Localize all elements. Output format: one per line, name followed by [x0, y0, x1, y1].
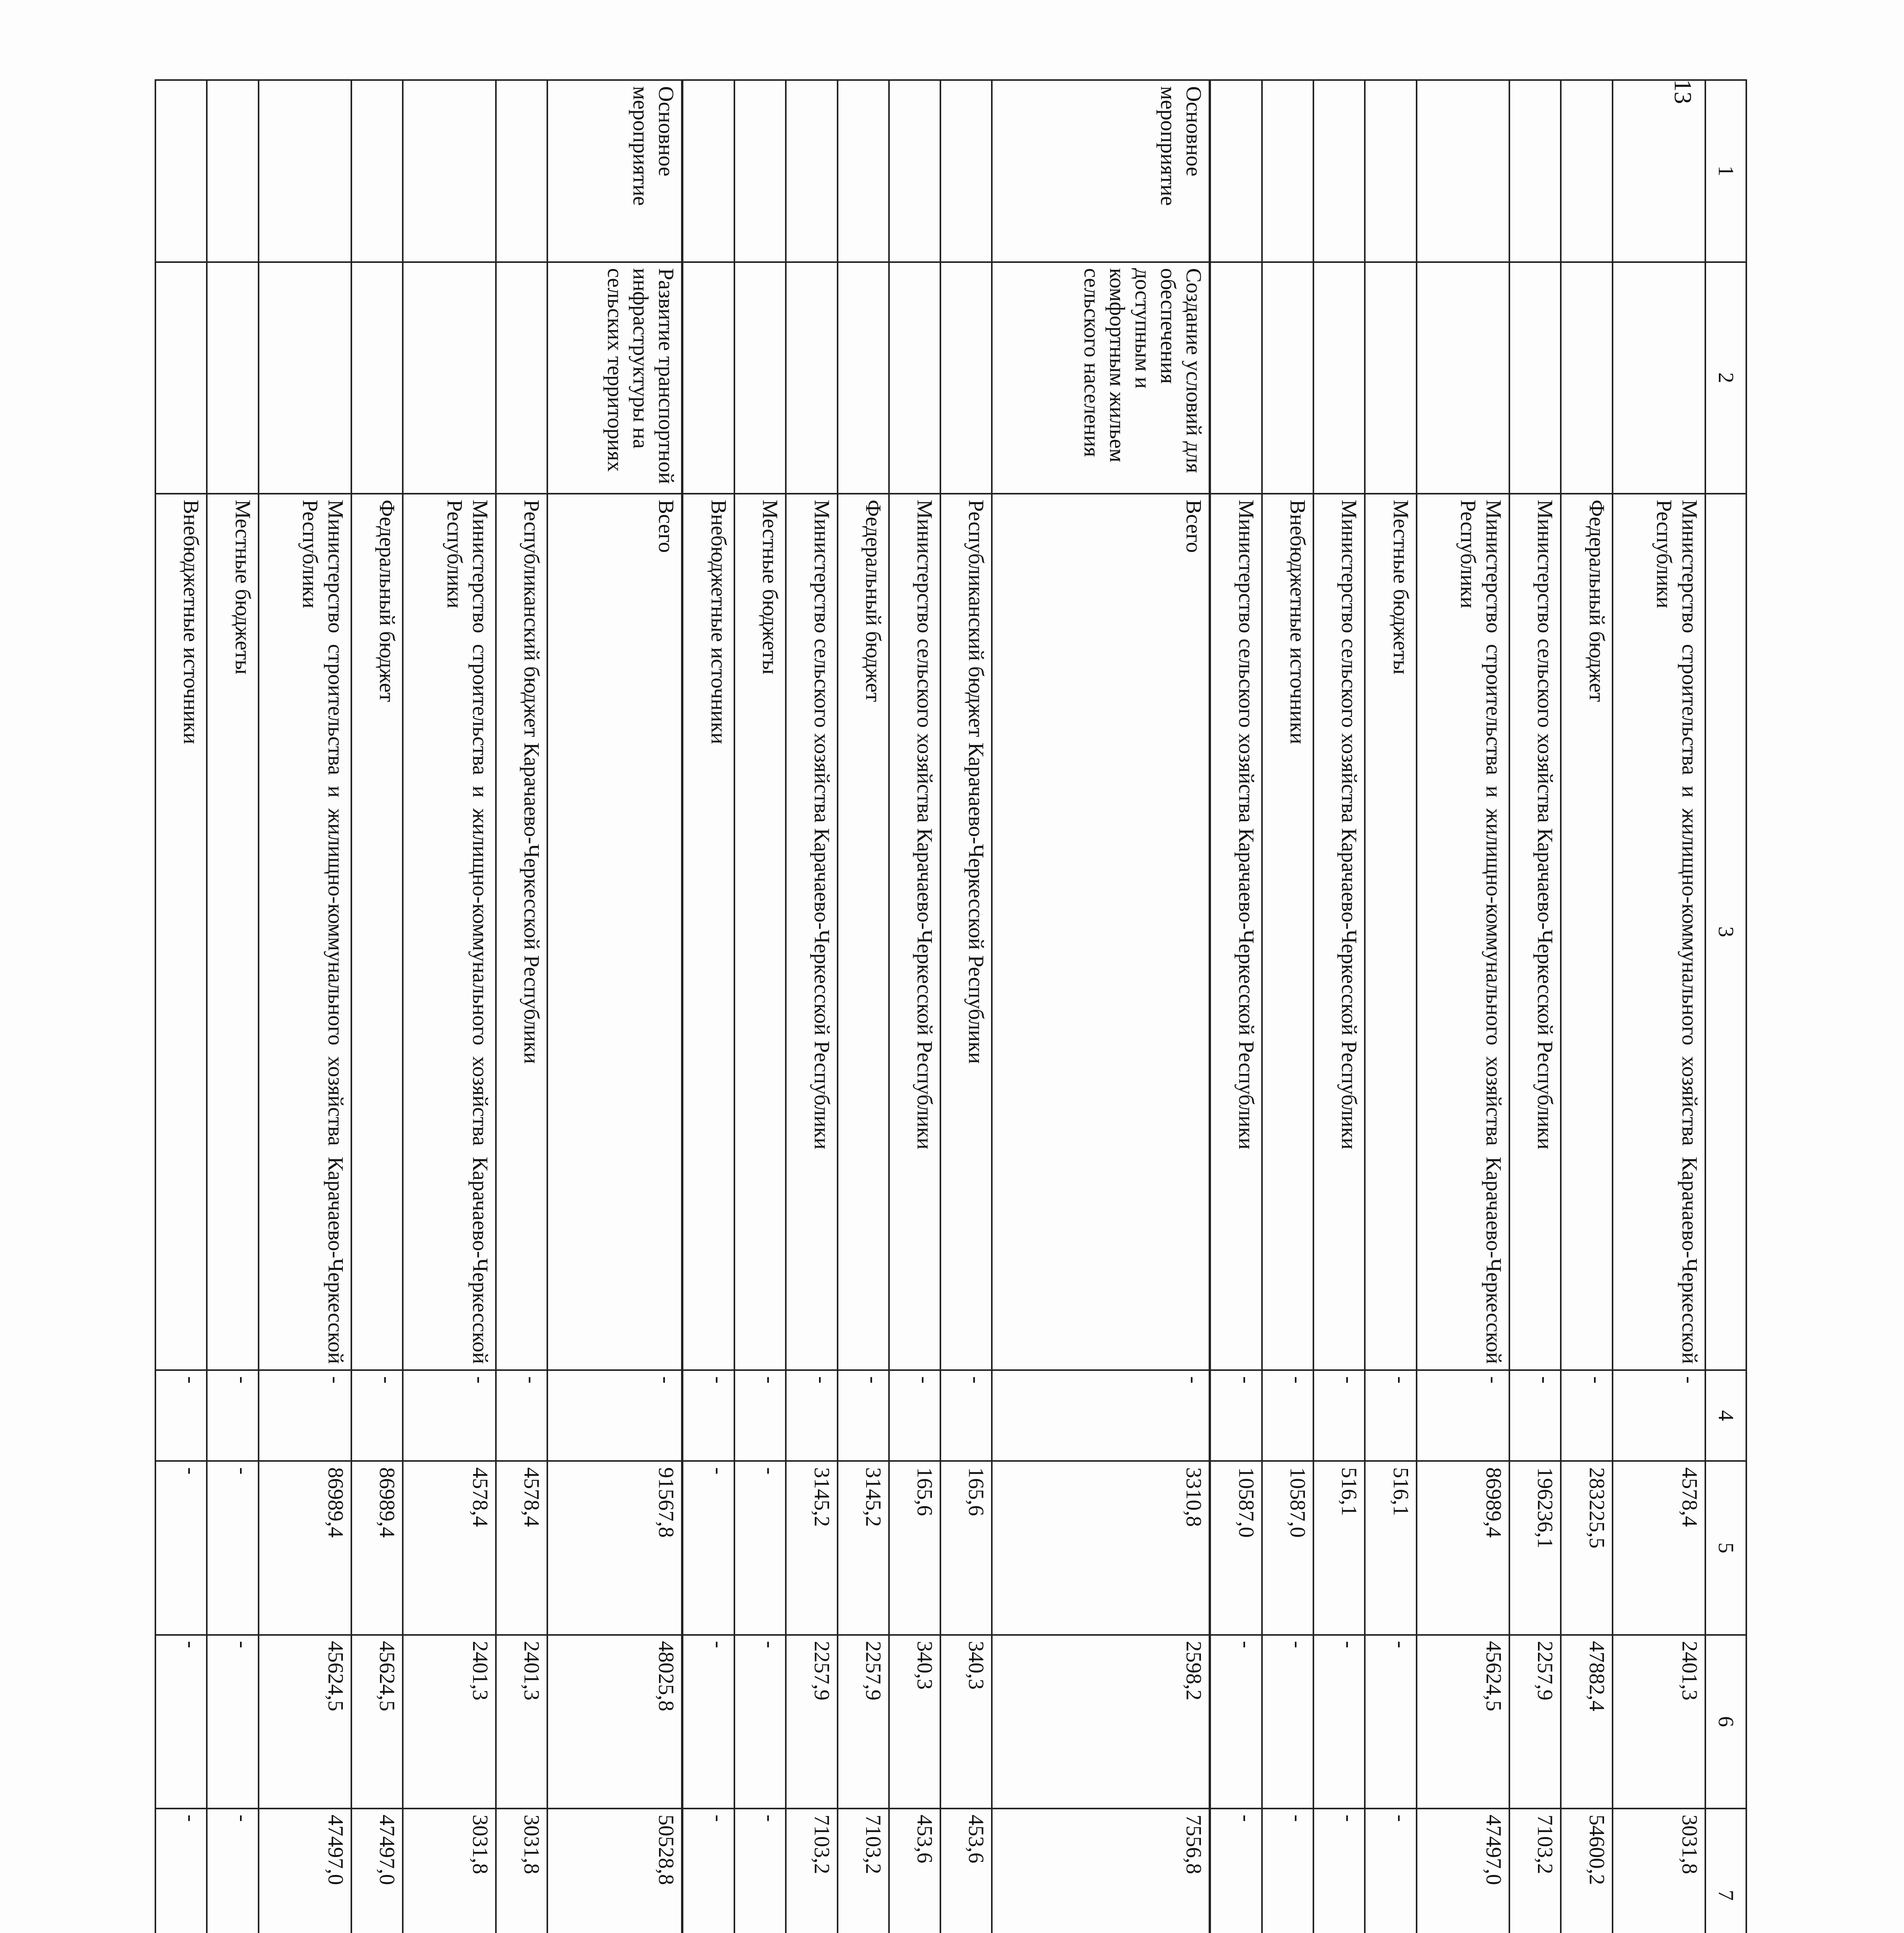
table-cell-col3: Республиканский бюджет Карачаево-Черкесской Республики: [940, 494, 992, 1370]
table-cell-col5: 283225,5: [1561, 1461, 1612, 1635]
rotated-table-wrapper: [155, 79, 1747, 1933]
table-cell-col5: 91567,8: [547, 1461, 682, 1635]
table-cell-col6: -: [1313, 1635, 1365, 1809]
table-cell-col4: -: [1509, 1370, 1561, 1461]
table-cell-col4: -: [734, 1370, 786, 1461]
table-row: [734, 80, 786, 1933]
table-row: [351, 80, 403, 1933]
table-cell-col1: [496, 80, 547, 262]
table-cell-col2: [1365, 262, 1416, 494]
table-row: [786, 80, 837, 1933]
table-row: [1210, 80, 1262, 1933]
table-cell-col6: -: [1210, 1635, 1262, 1809]
column-header: 1: [1705, 80, 1746, 262]
table-cell-col1: [889, 80, 940, 262]
table-cell-col4: -: [992, 1370, 1210, 1461]
table-cell-col2: Развитие транспортной инфраструктуры на сельских территориях: [547, 262, 682, 494]
table-cell-col7: 7103,2: [786, 1809, 837, 1933]
table-cell-col6: -: [734, 1635, 786, 1809]
table-cell-col7: 7103,2: [1509, 1809, 1561, 1933]
table-cell-col7: 3031,8: [496, 1809, 547, 1933]
table-header-row: [1705, 80, 1746, 1933]
column-header: 6: [1705, 1635, 1746, 1809]
column-header: 7: [1705, 1809, 1746, 1933]
table-cell-col5: 4578,4: [1613, 1461, 1705, 1635]
table-cell-col1: [838, 80, 889, 262]
table-cell-col1: [155, 80, 207, 262]
table-cell-col5: 10587,0: [1210, 1461, 1262, 1635]
table-cell-col2: [403, 262, 496, 494]
page-number: 13: [1669, 79, 1697, 104]
table-row: [1417, 80, 1509, 1933]
table-cell-col2: [259, 262, 351, 494]
column-header: 3: [1705, 494, 1746, 1370]
table-cell-col4: -: [889, 1370, 940, 1461]
table-cell-col4: -: [496, 1370, 547, 1461]
table-cell-col7: 7556,8: [992, 1809, 1210, 1933]
table-cell-col6: 2401,3: [403, 1635, 496, 1809]
table-cell-col4: -: [1262, 1370, 1313, 1461]
table-cell-col1: [1509, 80, 1561, 262]
table-cell-col7: 7103,2: [838, 1809, 889, 1933]
table-cell-col6: -: [1365, 1635, 1416, 1809]
table-cell-col7: 50528,8: [547, 1809, 682, 1933]
table-cell-col6: -: [207, 1635, 258, 1809]
table-row: [547, 80, 682, 1933]
table-cell-col6: -: [1262, 1635, 1313, 1809]
table-row: [1509, 80, 1561, 1933]
table-cell-col1: [1313, 80, 1365, 262]
table-body: [155, 80, 1705, 1933]
table-cell-col5: 165,6: [889, 1461, 940, 1635]
table-cell-col6: 2257,9: [838, 1635, 889, 1809]
table-cell-col3: Внебюджетные источники: [1262, 494, 1313, 1370]
table-row: [1262, 80, 1313, 1933]
table-cell-col3: Местные бюджеты: [1365, 494, 1416, 1370]
table-cell-col4: -: [1210, 1370, 1262, 1461]
table-cell-col5: -: [155, 1461, 207, 1635]
table-cell-col4: -: [547, 1370, 682, 1461]
table-cell-col2: [1262, 262, 1313, 494]
table-cell-col1: [682, 80, 734, 262]
table-cell-col6: 2401,3: [1613, 1635, 1705, 1809]
table-row: [155, 80, 207, 1933]
table-cell-col6: 2401,3: [496, 1635, 547, 1809]
table-cell-col1: [1613, 80, 1705, 262]
table-cell-col1: [207, 80, 258, 262]
table-cell-col5: 4578,4: [496, 1461, 547, 1635]
table-cell-col1: [1262, 80, 1313, 262]
table-cell-col3: Всего: [547, 494, 682, 1370]
table-cell-col1: [940, 80, 992, 262]
table-cell-col4: -: [207, 1370, 258, 1461]
table-cell-col7: -: [1262, 1809, 1313, 1933]
table-cell-col6: 2257,9: [1509, 1635, 1561, 1809]
table-cell-col2: [1313, 262, 1365, 494]
table-cell-col5: 3310,8: [992, 1461, 1210, 1635]
table-cell-col5: 165,6: [940, 1461, 992, 1635]
table-row: [889, 80, 940, 1933]
table-cell-col2: [496, 262, 547, 494]
table-cell-col1: [786, 80, 837, 262]
table-cell-col7: -: [155, 1809, 207, 1933]
table-cell-col6: 2257,9: [786, 1635, 837, 1809]
table-cell-col6: -: [155, 1635, 207, 1809]
table-cell-col4: -: [1417, 1370, 1509, 1461]
table-cell-col2: [207, 262, 258, 494]
table-cell-col6: 340,3: [940, 1635, 992, 1809]
table-cell-col2: [155, 262, 207, 494]
column-header: 5: [1705, 1461, 1746, 1635]
table-row: [403, 80, 496, 1933]
table-cell-col2: [351, 262, 403, 494]
table-cell-col5: 86989,4: [1417, 1461, 1509, 1635]
table-row: [1561, 80, 1612, 1933]
table-cell-col6: 340,3: [889, 1635, 940, 1809]
budget-table: [155, 79, 1747, 1933]
table-cell-col4: -: [682, 1370, 734, 1461]
table-cell-col3: Всего: [992, 494, 1210, 1370]
table-cell-col5: 3145,2: [786, 1461, 837, 1635]
table-cell-col4: -: [155, 1370, 207, 1461]
table-cell-col4: -: [940, 1370, 992, 1461]
table-cell-col7: 54600,2: [1561, 1809, 1612, 1933]
table-cell-col3: Министерство сельского хозяйства Карачаево-Черкесской Республики: [889, 494, 940, 1370]
column-header: 4: [1705, 1370, 1746, 1461]
table-cell-col5: 10587,0: [1262, 1461, 1313, 1635]
table-row: [940, 80, 992, 1933]
table-cell-col4: -: [351, 1370, 403, 1461]
table-cell-col5: 516,1: [1365, 1461, 1416, 1635]
table-cell-col4: -: [1613, 1370, 1705, 1461]
table-cell-col7: 47497,0: [1417, 1809, 1509, 1933]
table-cell-col2: Создание условий для обеспечения доступным и комфортным жильем сельского населения: [992, 262, 1210, 494]
table-cell-col6: -: [682, 1635, 734, 1809]
table-cell-col2: [786, 262, 837, 494]
table-cell-col7: -: [1365, 1809, 1416, 1933]
table-cell-col7: 3031,8: [403, 1809, 496, 1933]
table-cell-col4: -: [838, 1370, 889, 1461]
table-row: [496, 80, 547, 1933]
table-cell-col7: 47497,0: [259, 1809, 351, 1933]
table-cell-col3: Министерство сельского хозяйства Карачаево-Черкесской Республики: [1210, 494, 1262, 1370]
table-cell-col5: 86989,4: [259, 1461, 351, 1635]
table-cell-col1: [734, 80, 786, 262]
table-cell-col5: -: [682, 1461, 734, 1635]
table-cell-col3: Внебюджетные источники: [682, 494, 734, 1370]
table-cell-col3: Министерство строительства и жилищно-коммунального хозяйства Карачаево-Черкесской Республики: [1417, 494, 1509, 1370]
table-cell-col5: 196236,1: [1509, 1461, 1561, 1635]
table-cell-col5: 3145,2: [838, 1461, 889, 1635]
table-cell-col1: [403, 80, 496, 262]
table-cell-col2: [838, 262, 889, 494]
table-cell-col3: Министерство строительства и жилищно-коммунального хозяйства Карачаево-Черкесской Республики: [1613, 494, 1705, 1370]
table-cell-col4: -: [1313, 1370, 1365, 1461]
table-cell-col3: Министерство сельского хозяйства Карачаево-Черкесской Республики: [1509, 494, 1561, 1370]
table-cell-col6: 48025,8: [547, 1635, 682, 1809]
table-row: [259, 80, 351, 1933]
table-cell-col1: [1365, 80, 1416, 262]
table-cell-col3: Министерство сельского хозяйства Карачаево-Черкесской Республики: [786, 494, 837, 1370]
table-cell-col5: -: [734, 1461, 786, 1635]
table-row: [682, 80, 734, 1933]
table-cell-col3: Федеральный бюджет: [838, 494, 889, 1370]
table-cell-col1: Основное мероприятие: [992, 80, 1210, 262]
table-cell-col2: [1561, 262, 1612, 494]
table-row: [207, 80, 258, 1933]
table-cell-col7: 3031,8: [1613, 1809, 1705, 1933]
table-cell-col3: Республиканский бюджет Карачаево-Черкесской Республики: [496, 494, 547, 1370]
table-cell-col3: Министерство строительства и жилищно-коммунального хозяйства Карачаево-Черкесской Республики: [403, 494, 496, 1370]
table-cell-col7: 453,6: [940, 1809, 992, 1933]
table-cell-col2: [1509, 262, 1561, 494]
table-cell-col2: [1417, 262, 1509, 494]
table-row: [1613, 80, 1705, 1933]
table-cell-col3: Министерство сельского хозяйства Карачаево-Черкесской Республики: [1313, 494, 1365, 1370]
table-cell-col2: [1210, 262, 1262, 494]
table-cell-col6: 45624,5: [1417, 1635, 1509, 1809]
table-cell-col3: Федеральный бюджет: [1561, 494, 1612, 1370]
table-cell-col1: Основное мероприятие: [547, 80, 682, 262]
table-cell-col6: 2598,2: [992, 1635, 1210, 1809]
table-cell-col4: -: [1365, 1370, 1416, 1461]
table-cell-col6: 45624,5: [351, 1635, 403, 1809]
table-cell-col5: 4578,4: [403, 1461, 496, 1635]
table-cell-col7: -: [1313, 1809, 1365, 1933]
table-cell-col4: -: [259, 1370, 351, 1461]
table-cell-col1: [1561, 80, 1612, 262]
table-cell-col1: [259, 80, 351, 262]
table-cell-col7: 47497,0: [351, 1809, 403, 1933]
column-header: 2: [1705, 262, 1746, 494]
table-cell-col2: [682, 262, 734, 494]
table-cell-col1: [351, 80, 403, 262]
table-cell-col7: -: [207, 1809, 258, 1933]
table-cell-col3: Местные бюджеты: [734, 494, 786, 1370]
table-cell-col5: 516,1: [1313, 1461, 1365, 1635]
table-cell-col3: Местные бюджеты: [207, 494, 258, 1370]
table-cell-col4: -: [786, 1370, 837, 1461]
table-cell-col7: -: [734, 1809, 786, 1933]
table-cell-col5: -: [207, 1461, 258, 1635]
table-cell-col1: [1417, 80, 1509, 262]
table-row: [1365, 80, 1416, 1933]
table-cell-col5: 86989,4: [351, 1461, 403, 1635]
table-cell-col3: Внебюджетные источники: [155, 494, 207, 1370]
table-cell-col2: [889, 262, 940, 494]
table-cell-col3: Федеральный бюджет: [351, 494, 403, 1370]
table-cell-col4: -: [403, 1370, 496, 1461]
table-cell-col6: 47882,4: [1561, 1635, 1612, 1809]
table-cell-col7: 453,6: [889, 1809, 940, 1933]
table-cell-col4: -: [1561, 1370, 1612, 1461]
table-cell-col7: -: [1210, 1809, 1262, 1933]
table-cell-col7: -: [682, 1809, 734, 1933]
table-row: [838, 80, 889, 1933]
table-row: [1313, 80, 1365, 1933]
table-cell-col2: [1613, 262, 1705, 494]
table-cell-col1: [1210, 80, 1262, 262]
table-cell-col2: [940, 262, 992, 494]
table-cell-col3: Министерство строительства и жилищно-коммунального хозяйства Карачаево-Черкесской Республики: [259, 494, 351, 1370]
table-cell-col2: [734, 262, 786, 494]
table-row: [992, 80, 1210, 1933]
table-cell-col6: 45624,5: [259, 1635, 351, 1809]
